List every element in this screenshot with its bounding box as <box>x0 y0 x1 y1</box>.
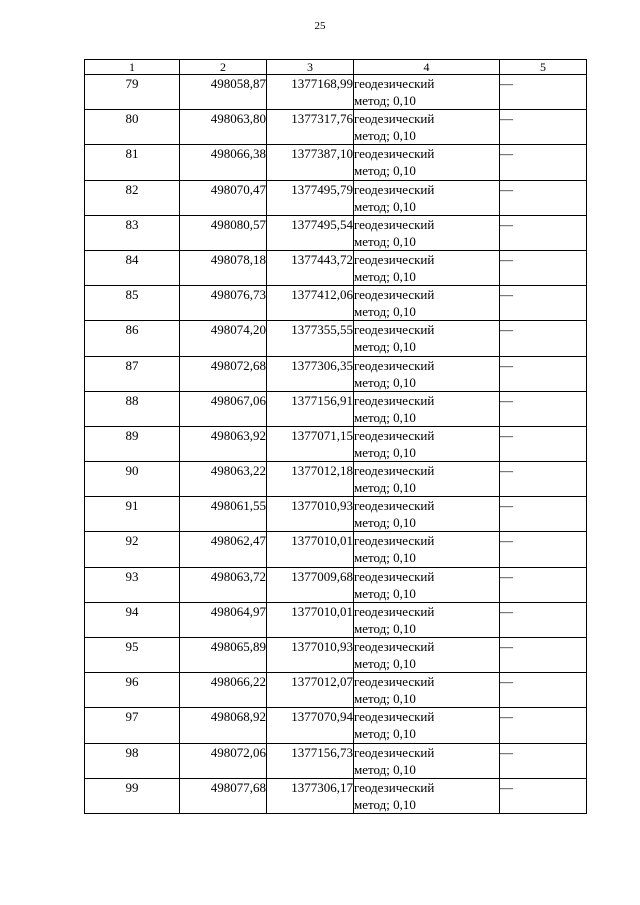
table-row <box>85 602 587 637</box>
point-number-cell: 92 <box>85 532 180 567</box>
note-cell: — <box>500 602 587 637</box>
coord-y-cell: 1377306,35 <box>267 356 354 391</box>
header-col-2: 2 <box>180 60 267 75</box>
table-row <box>85 567 587 602</box>
method-cell <box>354 75 500 110</box>
table-row <box>85 180 587 215</box>
note-cell: — <box>500 743 587 778</box>
coord-x-cell: 498064,97 <box>180 602 267 637</box>
note-cell: — <box>500 778 587 813</box>
point-number-cell: 96 <box>85 673 180 708</box>
note-cell: — <box>500 75 587 110</box>
note-cell: — <box>500 180 587 215</box>
method-text-line-2: метод; 0,10 <box>354 304 416 320</box>
point-number-cell: 86 <box>85 321 180 356</box>
method-text-line-2: метод; 0,10 <box>354 691 416 707</box>
method-cell <box>354 145 500 180</box>
table-row <box>85 356 587 391</box>
point-number-cell: 81 <box>85 145 180 180</box>
table-row <box>85 638 587 673</box>
method-text-line-1: геодезический <box>354 779 435 795</box>
coord-y-cell: 1377156,91 <box>267 391 354 426</box>
point-number-cell: 82 <box>85 180 180 215</box>
coord-y-cell: 1377495,79 <box>267 180 354 215</box>
method-text-line-1: геодезический <box>354 463 435 479</box>
method-text-line-2: метод; 0,10 <box>354 268 416 284</box>
note-cell: — <box>500 673 587 708</box>
table-row <box>85 286 587 321</box>
method-text-line-1: геодезический <box>354 216 435 232</box>
method-text-line-1: геодезический <box>354 568 435 584</box>
method-text-line-1: геодезический <box>354 709 435 725</box>
method-text-line-2: метод; 0,10 <box>354 515 416 531</box>
method-cell <box>354 567 500 602</box>
note-cell: — <box>500 638 587 673</box>
point-number-cell: 79 <box>85 75 180 110</box>
note-cell: — <box>500 532 587 567</box>
coord-x-cell: 498063,92 <box>180 426 267 461</box>
coord-y-cell: 1377071,15 <box>267 426 354 461</box>
point-number-cell: 97 <box>85 708 180 743</box>
method-text-line-2: метод; 0,10 <box>354 480 416 496</box>
method-text-line-1: геодезический <box>354 533 435 549</box>
method-cell <box>354 321 500 356</box>
point-number-cell: 98 <box>85 743 180 778</box>
method-text-line-2: метод; 0,10 <box>354 93 416 108</box>
coord-y-cell: 1377010,93 <box>267 638 354 673</box>
method-text-line-1: геодезический <box>354 603 435 619</box>
method-text-line-2: метод; 0,10 <box>354 656 416 671</box>
coord-y-cell: 1377012,07 <box>267 673 354 708</box>
method-text-line-2: метод; 0,10 <box>354 761 416 777</box>
point-number-cell: 80 <box>85 110 180 145</box>
table-row <box>85 743 587 778</box>
point-number-cell: 88 <box>85 391 180 426</box>
coord-y-cell: 1377156,73 <box>267 743 354 778</box>
note-cell: — <box>500 250 587 285</box>
note-cell: — <box>500 215 587 250</box>
note-cell: — <box>500 567 587 602</box>
method-text-line-2: метод; 0,10 <box>354 726 416 742</box>
method-text-line-2: метод; 0,10 <box>354 233 416 249</box>
coord-y-cell: 1377010,01 <box>267 532 354 567</box>
method-text-line-2: метод; 0,10 <box>354 374 416 390</box>
table-header-row <box>85 60 587 75</box>
coord-y-cell: 1377387,10 <box>267 145 354 180</box>
table-row <box>85 778 587 813</box>
coord-y-cell: 1377412,06 <box>267 286 354 321</box>
coord-x-cell: 498077,68 <box>180 778 267 813</box>
coord-y-cell: 1377317,76 <box>267 110 354 145</box>
method-cell <box>354 250 500 285</box>
method-cell <box>354 356 500 391</box>
method-text-line-1: геодезический <box>354 498 435 514</box>
note-cell: — <box>500 110 587 145</box>
method-cell <box>354 708 500 743</box>
table-row <box>85 426 587 461</box>
coord-x-cell: 498058,87 <box>180 75 267 110</box>
method-cell <box>354 391 500 426</box>
coord-x-cell: 498063,72 <box>180 567 267 602</box>
header-col-3: 3 <box>267 60 354 75</box>
coord-x-cell: 498080,57 <box>180 215 267 250</box>
note-cell: — <box>500 321 587 356</box>
coord-x-cell: 498072,06 <box>180 743 267 778</box>
method-cell <box>354 497 500 532</box>
coord-x-cell: 498062,47 <box>180 532 267 567</box>
point-number-cell: 87 <box>85 356 180 391</box>
coord-x-cell: 498066,38 <box>180 145 267 180</box>
method-text-line-1: геодезический <box>354 674 435 690</box>
point-number-cell: 93 <box>85 567 180 602</box>
point-number-cell: 85 <box>85 286 180 321</box>
coord-y-cell: 1377070,94 <box>267 708 354 743</box>
coord-x-cell: 498063,22 <box>180 462 267 497</box>
note-cell: — <box>500 708 587 743</box>
method-text-line-2: метод; 0,10 <box>354 163 416 179</box>
coord-x-cell: 498070,47 <box>180 180 267 215</box>
coord-y-cell: 1377168,99 <box>267 75 354 110</box>
method-text-line-1: геодезический <box>354 357 435 373</box>
table-row <box>85 391 587 426</box>
method-text-line-2: метод; 0,10 <box>354 585 416 601</box>
coord-x-cell: 498065,89 <box>180 638 267 673</box>
method-text-line-1: геодезический <box>354 76 435 91</box>
method-cell <box>354 180 500 215</box>
note-cell: — <box>500 462 587 497</box>
method-text-line-1: геодезический <box>354 322 435 338</box>
method-text-line-1: геодезический <box>354 392 435 408</box>
header-col-1: 1 <box>85 60 180 75</box>
header-col-4: 4 <box>354 60 500 75</box>
coord-x-cell: 498067,06 <box>180 391 267 426</box>
point-number-cell: 91 <box>85 497 180 532</box>
point-number-cell: 95 <box>85 638 180 673</box>
table-row <box>85 708 587 743</box>
method-text-line-1: геодезический <box>354 251 435 267</box>
coord-y-cell: 1377495,54 <box>267 215 354 250</box>
coord-x-cell: 498076,73 <box>180 286 267 321</box>
method-cell <box>354 215 500 250</box>
note-cell: — <box>500 391 587 426</box>
point-number-cell: 94 <box>85 602 180 637</box>
coord-x-cell: 498078,18 <box>180 250 267 285</box>
method-text-line-2: метод; 0,10 <box>354 409 416 425</box>
note-cell: — <box>500 426 587 461</box>
note-cell: — <box>500 497 587 532</box>
coord-y-cell: 1377306,17 <box>267 778 354 813</box>
method-text-line-1: геодезический <box>354 146 435 162</box>
method-text-line-2: метод; 0,10 <box>354 198 416 214</box>
table-row <box>85 75 587 110</box>
coord-y-cell: 1377009,68 <box>267 567 354 602</box>
method-text-line-1: геодезический <box>354 181 435 197</box>
table-row <box>85 532 587 567</box>
point-number-cell: 99 <box>85 778 180 813</box>
method-cell <box>354 778 500 813</box>
coord-y-cell: 1377010,01 <box>267 602 354 637</box>
coord-x-cell: 498068,92 <box>180 708 267 743</box>
note-cell: — <box>500 356 587 391</box>
coord-y-cell: 1377010,93 <box>267 497 354 532</box>
coord-x-cell: 498074,20 <box>180 321 267 356</box>
method-cell <box>354 286 500 321</box>
point-number-cell: 83 <box>85 215 180 250</box>
method-cell <box>354 532 500 567</box>
coord-x-cell: 498066,22 <box>180 673 267 708</box>
coord-x-cell: 498061,55 <box>180 497 267 532</box>
note-cell: — <box>500 286 587 321</box>
method-cell <box>354 462 500 497</box>
coord-x-cell: 498072,68 <box>180 356 267 391</box>
method-text-line-2: метод; 0,10 <box>354 620 416 636</box>
header-col-5: 5 <box>500 60 587 75</box>
method-text-line-1: геодезический <box>354 427 435 443</box>
method-cell <box>354 673 500 708</box>
method-text-line-1: геодезический <box>354 639 435 654</box>
method-cell <box>354 743 500 778</box>
method-text-line-2: метод; 0,10 <box>354 339 416 355</box>
note-cell: — <box>500 145 587 180</box>
method-cell <box>354 110 500 145</box>
table-row <box>85 250 587 285</box>
table-row <box>85 497 587 532</box>
method-text-line-1: геодезический <box>354 744 435 760</box>
point-number-cell: 89 <box>85 426 180 461</box>
coord-y-cell: 1377355,55 <box>267 321 354 356</box>
method-text-line-1: геодезический <box>354 287 435 303</box>
page-number: 25 <box>314 20 326 32</box>
table-row <box>85 110 587 145</box>
table-row <box>85 215 587 250</box>
method-text-line-2: метод; 0,10 <box>354 444 416 460</box>
point-number-cell: 84 <box>85 250 180 285</box>
table-row <box>85 673 587 708</box>
coordinates-table <box>84 59 587 814</box>
method-text-line-2: метод; 0,10 <box>354 796 416 812</box>
method-cell <box>354 638 500 673</box>
coord-x-cell: 498063,80 <box>180 110 267 145</box>
coord-y-cell: 1377443,72 <box>267 250 354 285</box>
point-number-cell: 90 <box>85 462 180 497</box>
table-row <box>85 321 587 356</box>
method-cell <box>354 426 500 461</box>
method-text-line-2: метод; 0,10 <box>354 550 416 566</box>
method-cell <box>354 602 500 637</box>
method-text-line-1: геодезический <box>354 111 435 127</box>
coord-y-cell: 1377012,18 <box>267 462 354 497</box>
table-row <box>85 145 587 180</box>
method-text-line-2: метод; 0,10 <box>354 128 416 144</box>
table-row <box>85 462 587 497</box>
